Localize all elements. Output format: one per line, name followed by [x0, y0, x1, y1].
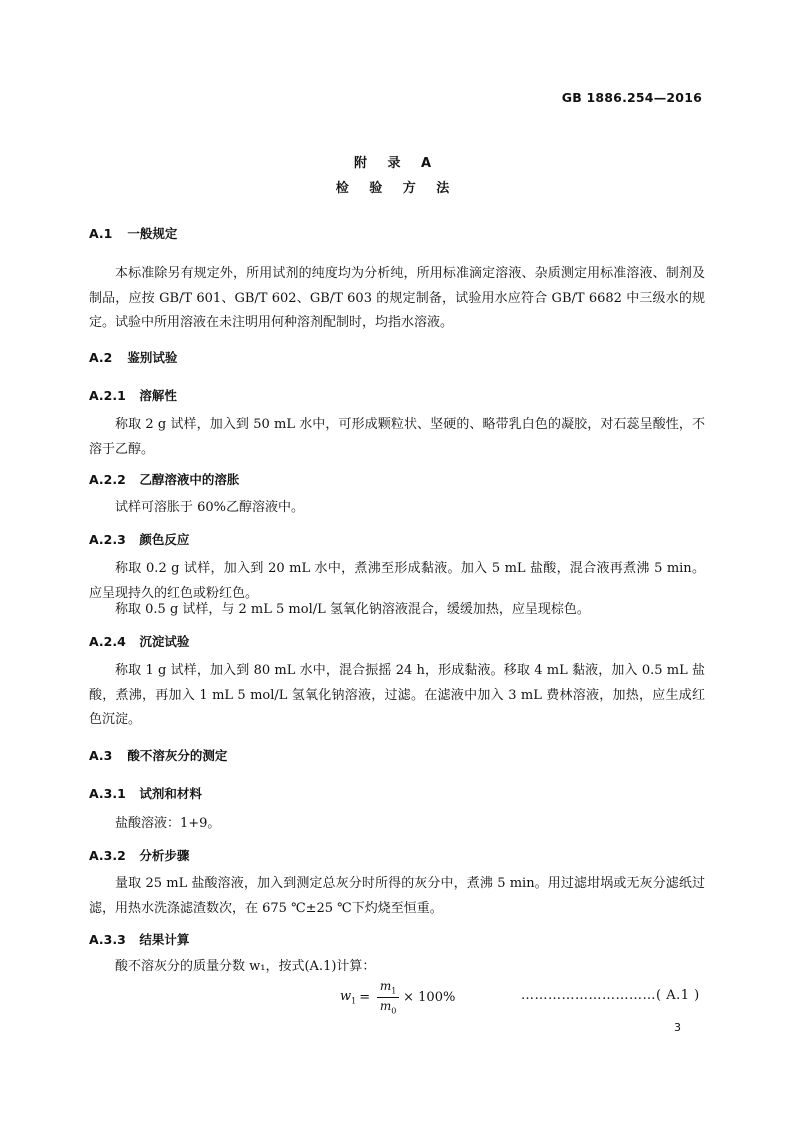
formula-equals: =: [359, 989, 371, 1005]
heading-a1: [89, 224, 177, 242]
page-number: 3: [674, 1021, 681, 1034]
appendix-label: 附 录 A: [353, 156, 440, 171]
paragraph-a23-1: 称取 0.2 g 试样，加入到 20 mL 水中，煮沸至形成黏液。加入 5 mL 盐酸，混合液再煮沸 5 min。应呈现持久的红色或粉红色。: [89, 561, 705, 601]
section-title: 鉴别试验: [127, 350, 178, 365]
paragraph-a32: 量取 25 mL 盐酸溶液，加入到测定总灰分时所得的灰分中，煮沸 5 min。用过滤坩埚或无灰分滤纸过滤，用热水洗涤滤渣数次，在 675 ℃±25 ℃下灼烧至恒重。: [89, 876, 705, 916]
section-title: 酸不溶灰分的测定: [127, 748, 228, 763]
appendix-title: 检 验 方 法: [335, 181, 458, 196]
section-number: A.3: [89, 748, 113, 763]
section-title: 溶解性: [139, 388, 177, 403]
fraction-bar: [377, 997, 399, 998]
section-title: 分析步骤: [139, 848, 190, 863]
standard-number: GB 1886.254—2016: [561, 90, 702, 105]
heading-a24: [89, 632, 189, 650]
heading-a21: [89, 386, 177, 404]
section-number: A.2.2: [89, 472, 126, 487]
paragraph-a24: 称取 1 g 试样，加入到 80 mL 水中，混合振摇 24 h，形成黏液。移取 4 mL 黏液，加入 0.5 mL 盐酸，煮沸，再加入 1 mL 5 mol/L 氢氧化钠溶液，过滤。在滤液中加入 3 mL 费林溶液，加热，应生成红色沉淀。: [89, 663, 705, 727]
paragraph-a23-2: 称取 0.5 g 试样，与 2 mL 5 mol/L 氢氧化钠溶液混合，缓缓加热，应呈现棕色。: [115, 602, 590, 617]
section-title: 试剂和材料: [139, 786, 202, 801]
fraction-denominator: $m_0$: [379, 998, 397, 1015]
section-number: A.3.1: [89, 786, 126, 801]
section-number: A.3.3: [89, 932, 126, 947]
heading-a33: [89, 930, 189, 948]
heading-a22: [89, 470, 239, 488]
section-number: A.2.1: [89, 388, 126, 403]
section-number: A.2: [89, 350, 113, 365]
section-number: A.1: [89, 226, 113, 241]
section-title: 一般规定: [127, 226, 178, 241]
section-number: A.2.3: [89, 532, 126, 547]
section-title: 颜色反应: [139, 532, 190, 547]
formula-a1: [340, 980, 455, 1014]
heading-a32: [89, 846, 189, 864]
section-number: A.3.2: [89, 848, 126, 863]
paragraph-a33: 酸不溶灰分的质量分数 w₁，按式(A.1)计算：: [115, 959, 376, 974]
heading-a3: [89, 746, 227, 764]
heading-a2: [89, 348, 177, 366]
formula-fraction: [377, 979, 399, 1015]
equation-number: …………………………( A.1 ): [521, 988, 700, 1003]
heading-a31: [89, 784, 202, 802]
section-title: 结果计算: [139, 932, 190, 947]
formula-times: × 100%: [403, 989, 456, 1005]
paragraph-a22: 试样可溶胀于 60%乙醇溶液中。: [115, 500, 305, 515]
formula-lhs: $w_1$: [340, 988, 357, 1006]
section-title: 乙醇溶液中的溶胀: [139, 472, 240, 487]
fraction-numerator: $m_1$: [379, 979, 397, 996]
section-title: 沉淀试验: [139, 634, 190, 649]
paragraph-a21: 称取 2 g 试样，加入到 50 mL 水中，可形成颗粒状、坚硬的、略带乳白色的凝胶，对石蕊呈酸性，不溶于乙醇。: [89, 417, 705, 457]
paragraph-a31: 盐酸溶液：1+9。: [115, 816, 221, 831]
section-number: A.2.4: [89, 634, 126, 649]
paragraph-a1: 本标准除另有规定外，所用试剂的纯度均为分析纯，所用标准滴定溶液、杂质测定用标准溶液、制剂及制品，应按 GB/T 601、GB/T 602、GB/T 603 的规定制备，试验用水应符合 GB/T 6682 中三级水的规定。试验中所用溶液在未注明用何种溶剂配制时，均指水溶液。: [89, 266, 705, 330]
heading-a23: [89, 530, 189, 548]
